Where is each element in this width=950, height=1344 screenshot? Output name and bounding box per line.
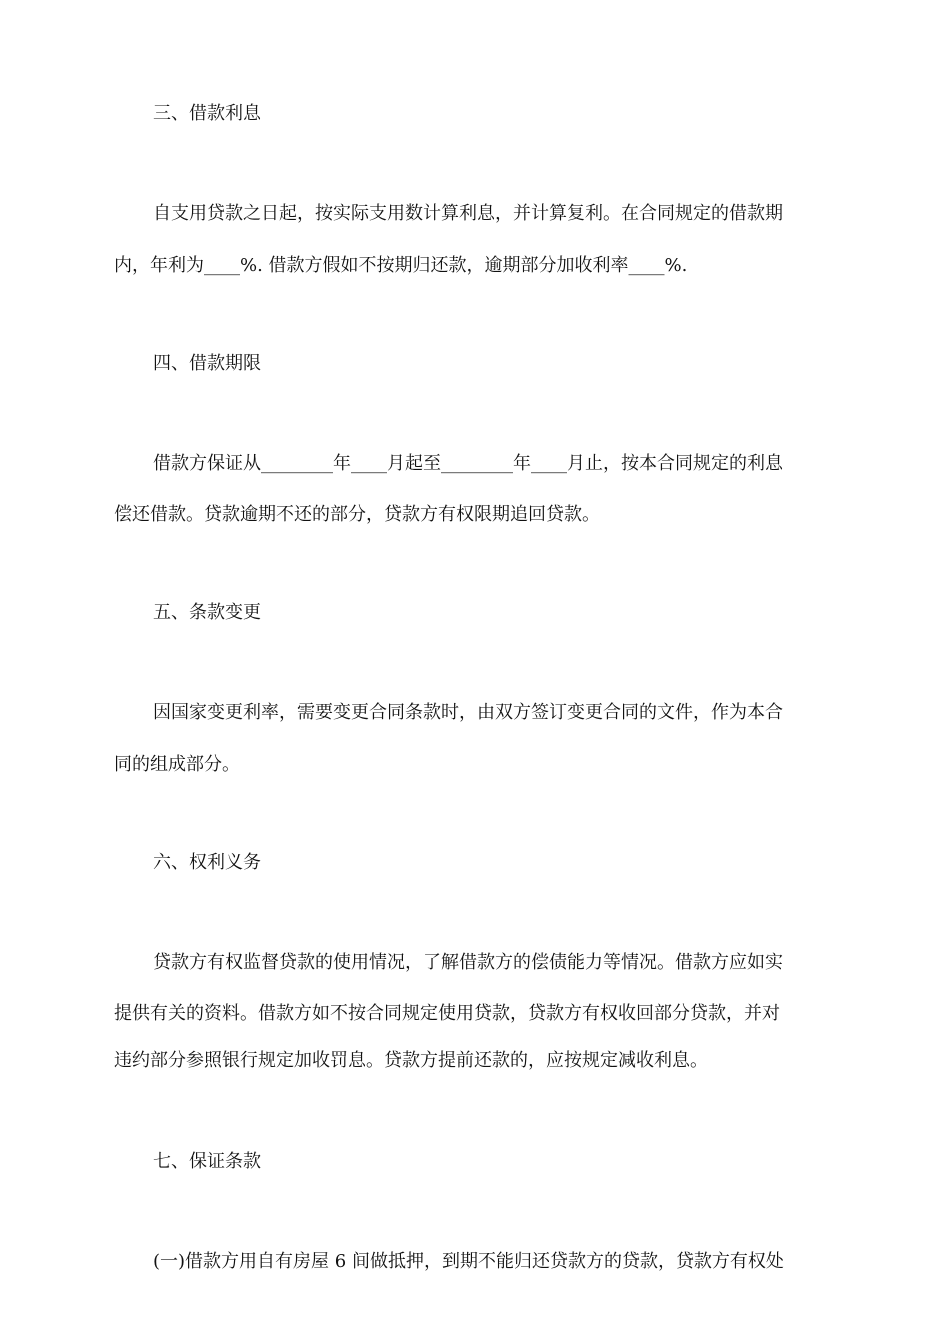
section-heading: 五、条款变更 <box>153 602 261 623</box>
paragraph-line: 借款方保证从________年____月起至________年____月止，按本合同规定的利息 <box>153 453 783 474</box>
paragraph-line: 内，年利为____%. 借款方假如不按期归还款，逾期部分加收利率____%. <box>114 255 688 276</box>
paragraph-line: 偿还借款。贷款逾期不还的部分，贷款方有权限期追回贷款。 <box>114 504 600 525</box>
paragraph-line: 自支用贷款之日起，按实际支用数计算利息，并计算复利。在合同规定的借款期 <box>153 203 783 224</box>
section-heading: 三、借款利息 <box>153 103 261 124</box>
paragraph-line: 贷款方有权监督贷款的使用情况，了解借款方的偿债能力等情况。借款方应如实 <box>153 952 783 973</box>
section-heading: 六、权利义务 <box>153 852 261 873</box>
paragraph-line: 同的组成部分。 <box>114 754 240 775</box>
section-heading: 四、借款期限 <box>153 353 261 374</box>
paragraph-line: (一)借款方用自有房屋 6 间做抵押，到期不能归还贷款方的贷款，贷款方有权处 <box>153 1251 784 1272</box>
paragraph-line: 提供有关的资料。借款方如不按合同规定使用贷款，贷款方有权收回部分贷款，并对 <box>114 1003 780 1024</box>
paragraph-line: 违约部分参照银行规定加收罚息。贷款方提前还款的，应按规定减收利息。 <box>114 1050 708 1071</box>
section-heading: 七、保证条款 <box>153 1151 261 1172</box>
paragraph-line: 因国家变更利率，需要变更合同条款时，由双方签订变更合同的文件，作为本合 <box>153 702 783 723</box>
